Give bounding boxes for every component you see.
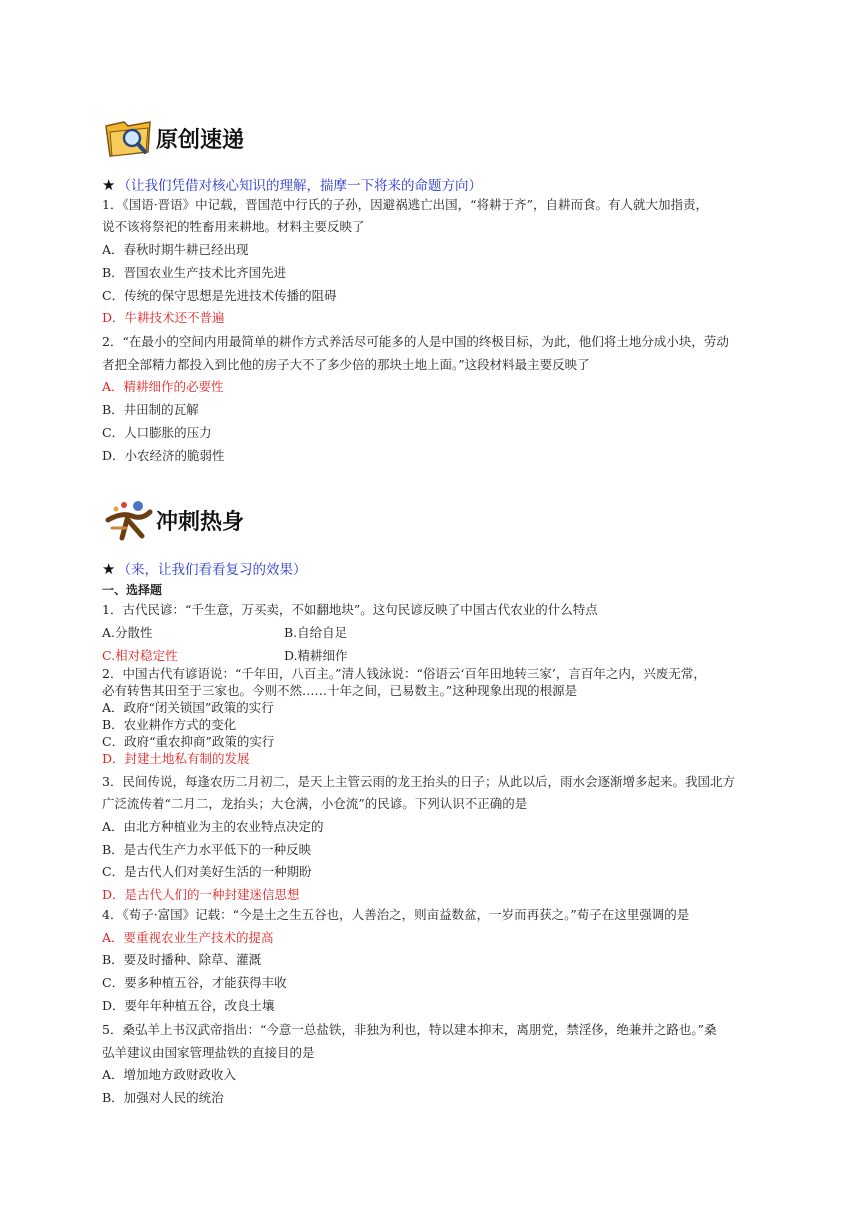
running-figure-icon: [102, 498, 154, 542]
question-stem: 说不该将祭祀的牲畜用来耕地。材料主要反映了: [102, 219, 365, 234]
option-b: B．加强对人民的统治: [102, 1090, 224, 1105]
option-d: D.精耕细作: [284, 648, 348, 663]
section-title: 原创速递: [156, 127, 245, 153]
star-icon: ★: [102, 176, 116, 194]
question-stem: 5．桑弘羊上书汉武帝指出：“今意一总盐铁，非独为利也，特以建本抑末，离朋党，禁淫侈，绝兼并之路也。”桑: [102, 1022, 717, 1037]
intro-text: （让我们凭借对核心知识的理解，揣摩一下将来的命题方向）: [117, 178, 482, 194]
option-a: A.分散性: [102, 625, 153, 640]
option-b: B．要及时播种、除草、灌溉: [102, 952, 262, 967]
question-stem: 弘羊建议由国家管理盐铁的直接目的是: [102, 1045, 315, 1060]
option-a-answer: A．精耕细作的必要性: [102, 379, 224, 394]
question-stem: 1．《国语·晋语》中记载，晋国范中行氏的子孙，因避祸逃亡出国，“将耕于齐”，自耕而食。有人就大加指责，: [102, 197, 708, 212]
option-d: D．小农经济的脆弱性: [102, 448, 225, 463]
option-a-answer: A．要重视农业生产技术的提高: [102, 930, 274, 945]
option-d-answer: D．是古代人们的一种封建迷信思想: [102, 887, 300, 902]
question-stem: 4．《荀子·富国》记载：“今是土之生五谷也，人善治之，则亩益数盆，一岁而再获之。”荀子在这里强调的是: [102, 907, 690, 922]
section-sprint-header: [102, 495, 244, 545]
option-a: A．增加地方政财政收入: [102, 1067, 237, 1082]
option-c: C．政府“重农抑商”政策的实行: [102, 734, 275, 749]
part-heading: 一、选择题: [102, 583, 163, 597]
option-c: C．传统的保守思想是先进技术传播的阻碍: [102, 288, 337, 303]
option-d-answer: D．牛耕技术还不普遍: [102, 310, 225, 325]
section-original-header: [102, 113, 244, 163]
question-stem: 2．中国古代有谚语说：“千年田，八百主。”清人钱泳说：“俗语云‘百年田地转三家’，言百年之内，兴废无常，: [102, 666, 706, 681]
question-stem: 3．民间传说，每逢农历二月初二，是天上主管云雨的龙王抬头的日子；从此以后，雨水会逐渐增多起来。我国北方: [102, 774, 735, 789]
option-b: B．晋国农业生产技术比齐国先进: [102, 265, 287, 280]
option-b: B.自给自足: [284, 625, 348, 640]
option-d-answer: D．封建土地私有制的发展: [102, 751, 250, 766]
option-c: C．要多种植五谷，才能获得丰收: [102, 975, 287, 990]
folder-magnifier-icon: [102, 116, 154, 160]
question-stem: 1．古代民谚：“千生意，万买卖，不如翻地块”。这句民谚反映了中国古代农业的什么特点: [102, 602, 598, 617]
option-c: C．是古代人们对美好生活的一种期盼: [102, 864, 312, 879]
question-stem: 2．“在最小的空间内用最简单的耕作方式养活尽可能多的人是中国的终极目标，为此，他们将土地分成小块，劳动: [102, 334, 729, 349]
option-d: D．要年年种植五谷，改良土壤: [102, 998, 275, 1013]
option-a: A．由北方种植业为主的农业特点决定的: [102, 819, 324, 834]
question-stem: 者把全部精力都投入到比他的房子大不了多少倍的那块土地上面。”这段材料最主要反映了: [102, 357, 590, 372]
question-stem: 广泛流传着“二月二，龙抬头；大仓满，小仓流”的民谚。下列认识不正确的是: [102, 796, 528, 811]
section-intro: [102, 558, 306, 578]
option-c-answer: C.相对稳定性: [102, 648, 178, 663]
section-intro: [102, 174, 482, 194]
option-c: C．人口膨胀的压力: [102, 425, 212, 440]
question-stem: 必有转售其田至于三家也。今则不然……十年之间，已易数主。”这种现象出现的根源是: [102, 683, 578, 698]
section-title: 冲刺热身: [156, 509, 245, 535]
option-b: B．井田制的瓦解: [102, 402, 199, 417]
intro-text: （来，让我们看看复习的效果）: [117, 562, 307, 578]
option-a: A．春秋时期牛耕已经出现: [102, 242, 249, 257]
option-a: A．政府“闭关锁国”政策的实行: [102, 700, 274, 715]
option-b: B．农业耕作方式的变化: [102, 717, 237, 732]
option-b: B．是古代生产力水平低下的一种反映: [102, 842, 312, 857]
star-icon: ★: [102, 560, 116, 578]
